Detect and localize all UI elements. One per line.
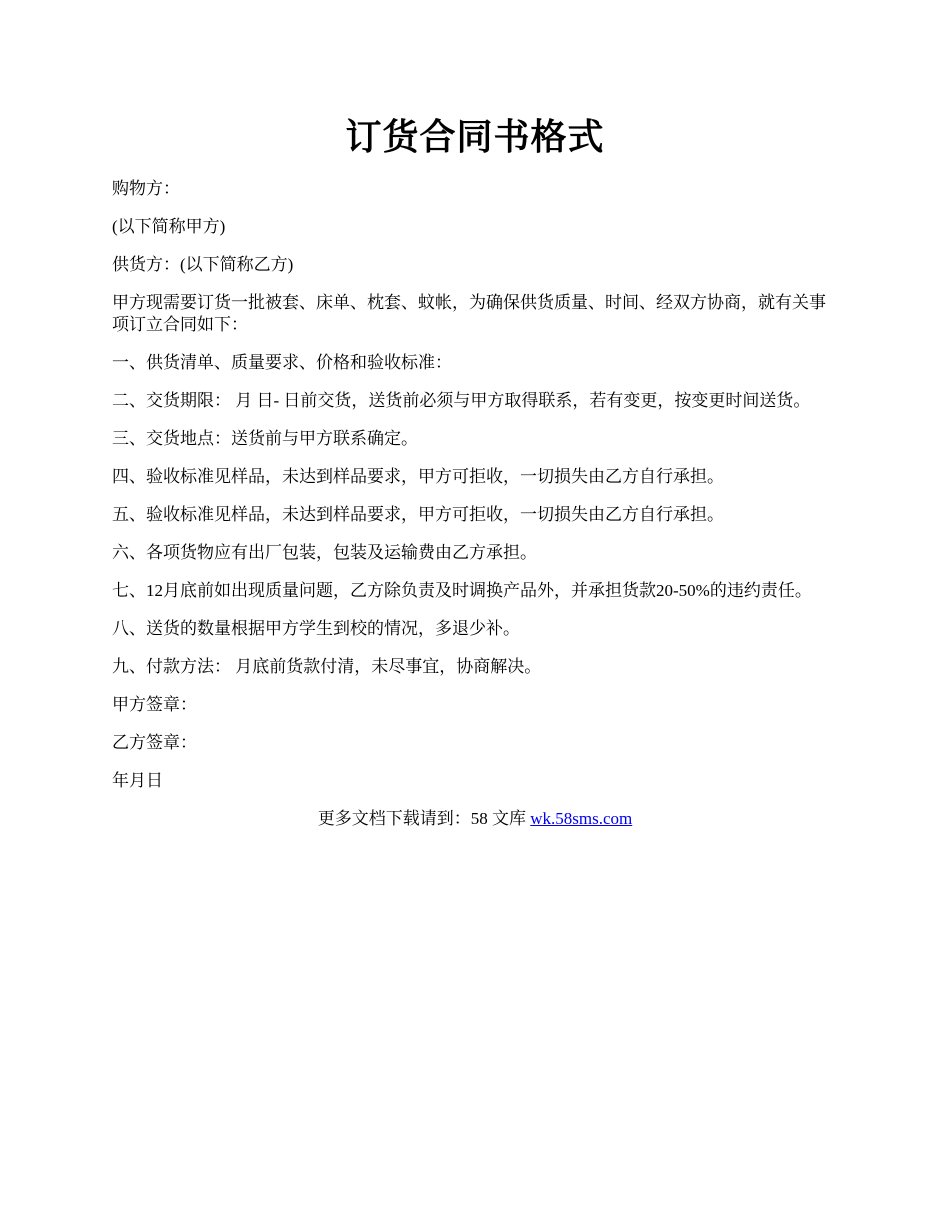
- clause-5: 五、验收标准见样品，未达到样品要求，甲方可拒收，一切损失由乙方自行承担。: [112, 505, 724, 524]
- footer-link[interactable]: wk.58sms.com: [530, 809, 633, 828]
- date-line: 年月日: [112, 771, 163, 790]
- clause-1: 一、供货清单、质量要求、价格和验收标准：: [112, 353, 452, 372]
- buyer-line: 购物方：: [112, 179, 180, 198]
- document-title: 订货合同书格式: [345, 117, 605, 157]
- buyer-alias-line: (以下简称甲方): [112, 217, 226, 236]
- clause-6: 六、各项货物应有出厂包装，包装及运输费由乙方承担。: [112, 543, 537, 562]
- party-a-signature: 甲方签章：: [112, 695, 197, 714]
- clause-9: 九、付款方法： 月底前货款付清，未尽事宜，协商解决。: [112, 657, 542, 676]
- footer-text: 更多文档下载请到：58 文库: [317, 809, 531, 828]
- clause-3: 三、交货地点：送货前与甲方联系确定。: [112, 429, 418, 448]
- document-body: [112, 178, 838, 792]
- party-b-signature: 乙方签章：: [112, 733, 197, 752]
- supplier-line: 供货方：(以下简称乙方): [112, 255, 294, 274]
- clause-8: 八、送货的数量根据甲方学生到校的情况，多退少补。: [112, 619, 520, 638]
- download-footer: [112, 808, 838, 830]
- clause-4: 四、验收标准见样品，未达到样品要求，甲方可拒收，一切损失由乙方自行承担。: [112, 467, 724, 486]
- clause-2: 二、交货期限： 月 日- 日前交货，送货前必须与甲方取得联系，若有变更，按变更时间送货。: [112, 391, 811, 410]
- clause-7: 七、12月底前如出现质量问题，乙方除负责及时调换产品外，并承担货款20-50%的违约责任。: [112, 581, 812, 600]
- intro-paragraph: 甲方现需要订货一批被套、床单、枕套、蚊帐，为确保供货质量、时间、经双方协商，就有关事项订立合同如下：: [112, 293, 826, 334]
